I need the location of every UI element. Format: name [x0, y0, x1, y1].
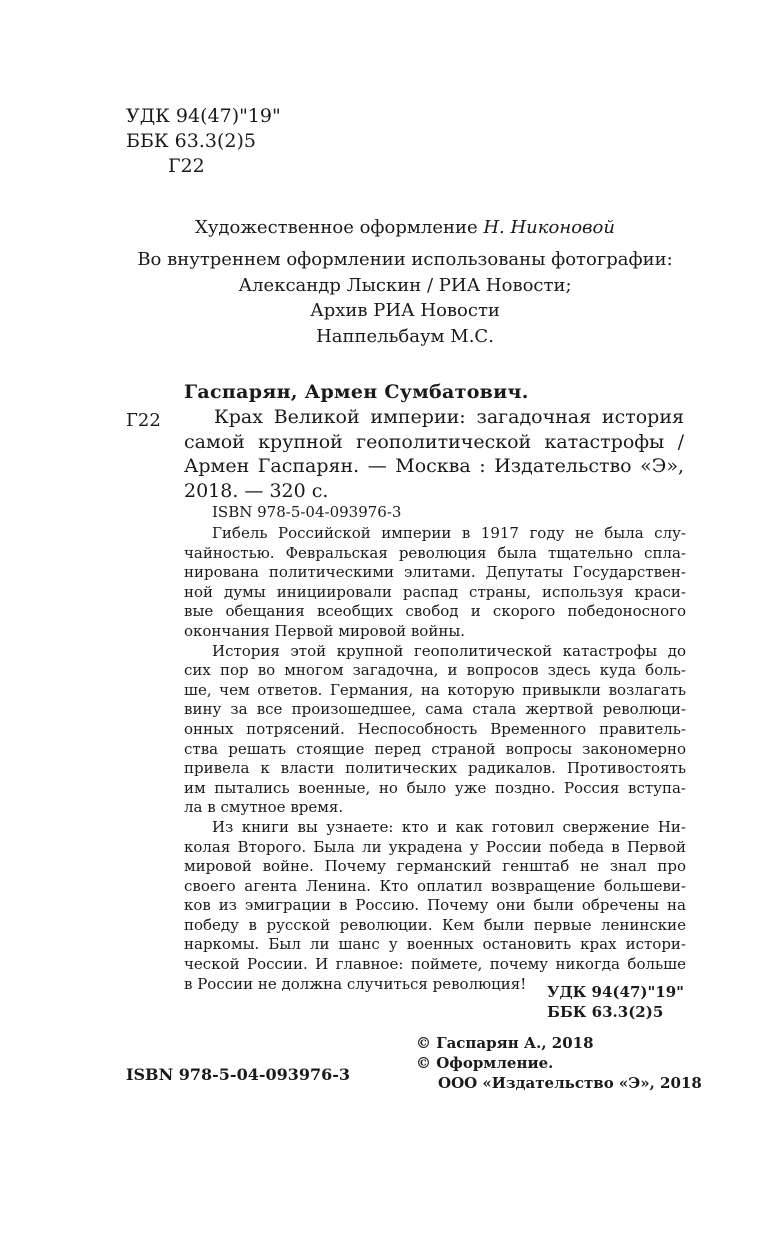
annotation-udk: УДК 94(47)"19" [547, 983, 684, 1001]
annotation-line: чайностью. Февральская революция была тщательно спла- [184, 543, 686, 562]
bib-line: Армен Гаспарян. — Москва : Издательство «Э», [184, 455, 684, 477]
footer-isbn: ISBN 978-5-04-093976-3 [126, 1065, 351, 1084]
annotation-line: окончания Первой мировой войны. [184, 621, 466, 640]
annotation-line: колая Второго. Была ли украдена у России победа в Первой [184, 837, 686, 856]
annotation-line: вые обещания всеобщих свобод и скорого победоносного [184, 602, 686, 621]
annotation-line: наркомы. Был ли шанс у военных остановить крах истори- [184, 935, 686, 954]
photo-credit-line: Архив РИА Новости [310, 300, 500, 321]
bib-author: Гаспарян, Армен Сумбатович. [184, 381, 529, 403]
design-credit [0, 217, 768, 238]
annotation-line: ла в смутное время. [184, 798, 344, 817]
bib-mark: Г22 [126, 410, 161, 431]
copyright-design: © Оформление. [416, 1054, 554, 1072]
annotation-line: ческой России. И главное: поймете, почему никогда больше [184, 955, 686, 974]
bib-line: самой крупной геополитической катастрофы / [184, 430, 684, 453]
classification-codes [126, 104, 281, 179]
annotation-line: мировой войне. Почему германский генштаб не знал про [184, 857, 686, 876]
copyright-author: © Гаспарян А., 2018 [416, 1034, 594, 1052]
design-credit-prefix: Художественное оформление [195, 217, 484, 238]
annotation-line: победу в русской революции. Кем были первые ленинские [184, 915, 686, 934]
annotation-line: Гибель Российской империи в 1917 году не была слу- [212, 524, 686, 542]
annotation-line: своего агента Ленина. Кто оплатил возвращение большеви- [184, 876, 686, 895]
bib-line: Крах Великой империи: загадочная история [214, 406, 684, 428]
annotation-line: ше, чем ответов. Германия, на которую привыкли возлагать [184, 680, 686, 699]
annotation-bbk: ББК 63.3(2)5 [547, 1003, 664, 1021]
annotation-line: вину за все произошедшее, сама стала жертвой революци- [184, 700, 686, 719]
photo-credit-line: Александр Лыскин / РИА Новости; [238, 274, 572, 296]
annotation-line: нирована политическими элитами. Депутаты Государствен- [184, 563, 686, 582]
annotation-line: ства решать стоящие перед страной вопросы закономерно [184, 739, 686, 758]
author-mark: Г22 [168, 155, 205, 177]
copyright-publisher: ООО «Издательство «Э», 2018 [438, 1074, 702, 1092]
annotation-line: привела к власти политических радикалов. Противостоять [184, 759, 686, 778]
bib-isbn: ISBN 978-5-04-093976-3 [212, 503, 402, 521]
annotation [184, 524, 686, 994]
annotation-codes [547, 982, 684, 1022]
annotation-line: Из книги вы узнаете: кто и как готовил свержение Ни- [212, 817, 686, 836]
bib-description [184, 405, 684, 503]
photo-credits [0, 247, 768, 349]
photo-credit-line: Во внутреннем оформлении использованы фотографии: [137, 249, 673, 270]
annotation-line: в России не должна случиться революция! [184, 974, 527, 993]
annotation-line: ной думы инициировали распад страны, используя краси- [184, 582, 686, 601]
annotation-line: История этой крупной геополитической катастрофы до [212, 641, 686, 660]
bbk-code: ББК 63.3(2)5 [126, 130, 256, 152]
photo-credit-line: Наппельбаум М.С. [316, 325, 494, 347]
annotation-line: им пытались военные, но было уже поздно. Россия вступа- [184, 778, 686, 797]
copyright-block [416, 1033, 702, 1093]
designer-name: Н. Никоновой [483, 217, 615, 238]
annotation-line: ков из эмиграции в Россию. Почему они были обречены на [184, 896, 686, 915]
bib-line: 2018. — 320 с. [184, 479, 329, 502]
annotation-line: сих пор во многом загадочна, и вопросов здесь куда боль- [184, 661, 686, 680]
annotation-line: онных потрясений. Неспособность Временного правитель- [184, 719, 686, 738]
udk-code: УДК 94(47)"19" [126, 105, 281, 127]
